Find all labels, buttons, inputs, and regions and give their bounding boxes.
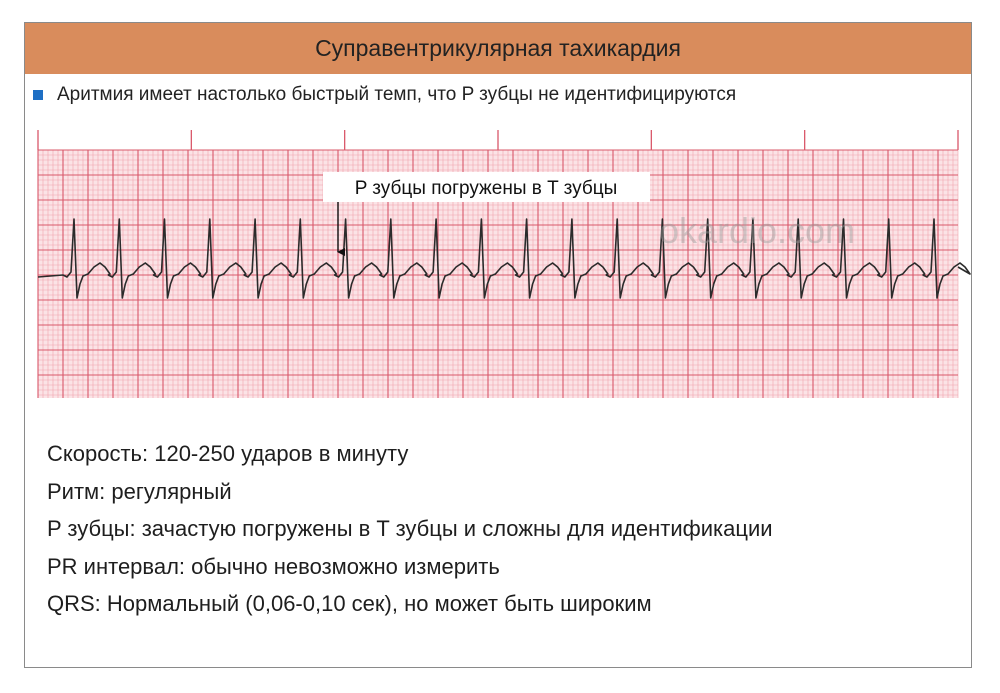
annotation-label: P зубцы погружены в T зубцы [354,178,618,199]
timing-marks [38,130,958,150]
page-title: Суправентрикулярная тахикардия [315,35,681,61]
criteria-p-waves: P зубцы: зачастую погружены в T зубцы и сложны для идентификации [47,516,773,541]
criteria-qrs: QRS: Нормальный (0,06-0,10 сек), но может быть широким [47,591,652,616]
criteria-rhythm: Ритм: регулярный [47,478,232,504]
subtitle: Аритмия имеет настолько быстрый темп, что P зубцы не идентифицируются [57,84,737,105]
watermark: okardio.com [658,210,856,251]
criteria-pr-interval: PR интервал: обычно невозможно измерить [47,553,500,579]
criteria-rate: Скорость: 120-250 ударов в минуту [47,441,409,466]
